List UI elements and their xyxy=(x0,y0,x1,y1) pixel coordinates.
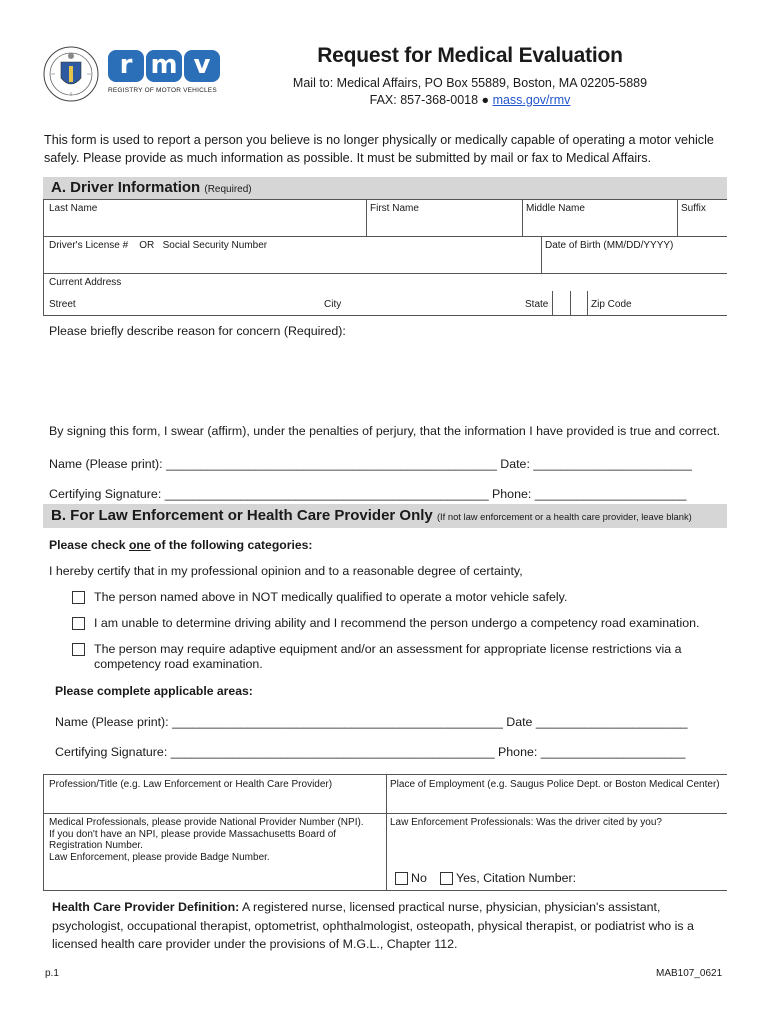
provider-signature-line[interactable]: Certifying Signature: _______________________________________________ Phone: _____________________ xyxy=(55,745,686,759)
check-instruction xyxy=(49,538,312,552)
profession-title-field[interactable]: Profession/Title (e.g. Law Enforcement or Health Care Provider) xyxy=(49,779,333,790)
last-name-field[interactable]: Last Name xyxy=(49,203,98,214)
rmv-logo-subtitle: REGISTRY OF MOTOR VEHICLES xyxy=(108,87,217,94)
mailing-address: Mail to: Medical Affairs, PO Box 55889, Boston, MA 02205-5889 xyxy=(292,76,648,90)
reason-textarea[interactable] xyxy=(49,342,727,412)
cited-no-checkbox[interactable] xyxy=(395,872,408,885)
cited-no-label: No xyxy=(411,871,427,885)
option-label-3-continued: competency road examination. xyxy=(94,657,263,671)
cited-question: Law Enforcement Professionals: Was the driver cited by you? xyxy=(390,817,662,828)
option-label-3: The person may require adaptive equipment and/or an assessment for appropriate license restrictions via a xyxy=(94,642,682,656)
street-field[interactable]: Street xyxy=(49,299,76,310)
definition-paragraph xyxy=(52,898,724,954)
npi-line: Law Enforcement, please provide Badge Number. xyxy=(49,851,270,863)
license-ssn-field[interactable]: Driver's License # OR Social Security Number xyxy=(49,240,268,251)
option-label-2: I am unable to determine driving ability and I recommend the person undergo a competency road examination. xyxy=(94,616,700,630)
rmv-logo xyxy=(108,50,220,98)
provider-name-line[interactable]: Name (Please print): ________________________________________________ Date ______________________ xyxy=(55,715,688,729)
suffix-field[interactable]: Suffix xyxy=(681,203,706,214)
fax-number: FAX: 857-368-0018 ● xyxy=(369,93,493,107)
definition-heading: Health Care Provider Definition: xyxy=(52,900,240,914)
reason-label: Please briefly describe reason for concern (Required): xyxy=(49,324,346,338)
page-number: p.1 xyxy=(45,968,59,979)
middle-name-field[interactable]: Middle Name xyxy=(526,203,585,214)
form-id: MAB107_0621 xyxy=(656,968,723,979)
affirmation-text: By signing this form, I swear (affirm), under the penalties of perjury, that the information I have provided is true and correct. xyxy=(49,424,721,438)
complete-areas-label: Please complete applicable areas: xyxy=(55,684,253,698)
cited-yes-label: Yes, Citation Number: xyxy=(456,871,577,885)
name-print-line[interactable]: Name (Please print): ________________________________________________ Date: _______________________ xyxy=(49,457,692,471)
npi-badge-field[interactable] xyxy=(49,817,364,863)
intro-paragraph: This form is used to report a person you believe is no longer physically or medically capable of operating a motor vehicle safely. Please provide as much information as possible. It must be submitted by mail or fax to Medical Affairs. xyxy=(44,133,714,165)
npi-line: Registration Number. xyxy=(49,840,143,851)
current-address-label: Current Address xyxy=(49,277,122,288)
option-checkbox-2[interactable] xyxy=(72,617,85,630)
zip-field[interactable]: Zip Code xyxy=(591,299,632,310)
cited-yes-checkbox[interactable] xyxy=(440,872,453,885)
npi-line: Medical Professionals, please provide National Provider Number (NPI). xyxy=(49,817,364,828)
section-a-note: (Required) xyxy=(204,184,252,195)
rmv-logo-letter: m xyxy=(146,50,182,82)
section-a-title: A. Driver Information xyxy=(51,179,201,196)
fax-line xyxy=(240,93,700,107)
rmv-logo-letter: v xyxy=(184,50,220,82)
section-b-title: B. For Law Enforcement or Health Care Provider Only xyxy=(51,507,433,524)
check-instruction-prefix: Please check xyxy=(49,538,129,552)
state-seal-icon xyxy=(43,46,99,102)
website-link[interactable]: mass.gov/rmv xyxy=(492,93,571,107)
signature-line[interactable]: Certifying Signature: _______________________________________________ Phone: ______________________ xyxy=(49,487,687,501)
section-a-header xyxy=(43,177,727,199)
definition-text: A registered nurse, licensed practical nurse, physician, physician's assistant, psychologist, occupational therapist, optometrist, ophthalmologist, osteopath, physical therapist, or podiatrist who is a licensed health care provider under the provisions of M.G.L., Chapter 112. xyxy=(52,900,694,951)
option-checkbox-1[interactable] xyxy=(72,591,85,604)
section-b-note: (If not law enforcement or a health care provider, leave blank) xyxy=(436,511,692,522)
npi-line: If you don't have an NPI, please provide Massachusetts Board of xyxy=(49,828,337,840)
city-field[interactable]: City xyxy=(324,299,342,310)
section-b-header xyxy=(43,504,727,528)
check-instruction-suffix: of the following categories: xyxy=(150,538,313,552)
state-field[interactable]: State xyxy=(525,299,549,310)
option-label-1: The person named above in NOT medically qualified to operate a motor vehicle safely. xyxy=(94,590,568,604)
page-title: Request for Medical Evaluation xyxy=(317,44,623,67)
certify-text: I hereby certify that in my professional opinion and to a reasonable degree of certainty, xyxy=(49,564,523,578)
place-of-employment-field[interactable]: Place of Employment (e.g. Saugus Police Dept. or Boston Medical Center) xyxy=(390,779,720,790)
check-instruction-one: one xyxy=(128,538,151,552)
rmv-logo-letter: r xyxy=(108,50,144,82)
first-name-field[interactable]: First Name xyxy=(370,203,419,214)
dob-field[interactable]: Date of Birth (MM/DD/YYYY) xyxy=(545,240,674,251)
option-checkbox-3[interactable] xyxy=(72,643,85,656)
